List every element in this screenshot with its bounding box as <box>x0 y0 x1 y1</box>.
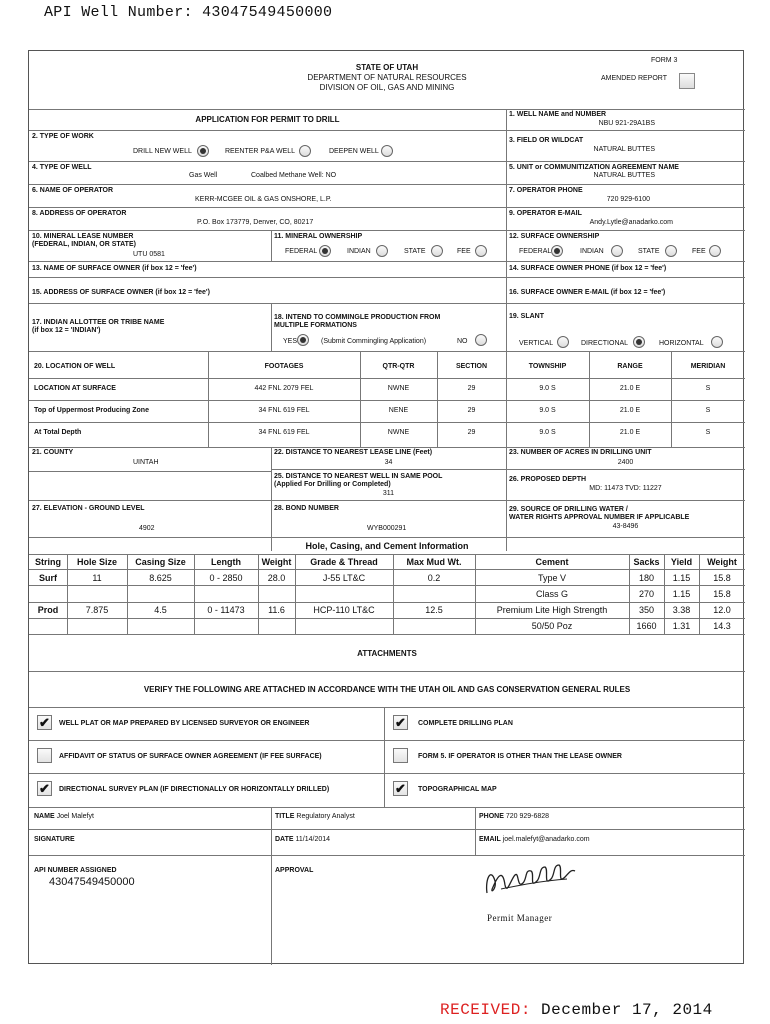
casing-cell: 15.8 <box>713 589 731 599</box>
casing-cell: 1660 <box>636 621 657 631</box>
field-value: NATURAL BUTTES <box>593 146 655 153</box>
slant-directional-label: DIRECTIONAL <box>581 340 629 347</box>
casing-cell: 8.625 <box>149 573 172 583</box>
slant-label: 19. SLANT <box>509 313 545 320</box>
casing-cell: 3.38 <box>672 605 691 615</box>
attachment-checkbox[interactable]: ✔ <box>37 781 52 796</box>
casing-cell: 12.5 <box>425 605 443 615</box>
proposed-depth-value: MD: 11473 TVD: 11227 <box>589 485 662 492</box>
attachment-label: COMPLETE DRILLING PLAN <box>418 720 513 727</box>
loc-header-qtr: QTR-QTR <box>382 363 415 370</box>
operator-address-label: 8. ADDRESS OF OPERATOR <box>32 210 127 217</box>
casing-cell: 350 <box>638 605 655 615</box>
casing-cell: 0.2 <box>427 573 441 583</box>
casing-header-cement: Cement <box>535 557 569 567</box>
loc-row-label: LOCATION AT SURFACE <box>34 385 116 392</box>
commingle-no-radio[interactable] <box>475 334 487 346</box>
reenter-label: REENTER P&A WELL <box>225 148 296 155</box>
surface-owner-address-label: 15. ADDRESS OF SURFACE OWNER (if box 12 = 'fee') <box>32 289 210 296</box>
casing-cell: J-55 LT&C <box>322 573 366 583</box>
allottee-label: 17. INDIAN ALLOTTEE OR TRIBE NAME <box>32 319 165 326</box>
water-source-label: 29. SOURCE OF DRILLING WATER / <box>509 506 628 513</box>
application-title: APPLICATION FOR PERMIT TO DRILL <box>195 115 340 124</box>
casing-cell: 11.6 <box>268 605 285 615</box>
slant-horizontal-label: HORIZONTAL <box>659 340 704 347</box>
deepen-radio[interactable] <box>381 145 393 157</box>
well-distance-value: 311 <box>382 490 395 497</box>
title-label: TITLE <box>275 813 295 820</box>
title-value: Regulatory Analyst <box>296 813 355 820</box>
loc-row-township: 9.0 S <box>539 407 556 414</box>
proposed-depth-label: 26. PROPOSED DEPTH <box>509 476 587 483</box>
drill-new-well-label: DRILL NEW WELL <box>133 148 192 155</box>
approval-label: APPROVAL <box>275 867 314 874</box>
loc-header-footages: FOOTAGES <box>264 363 304 370</box>
api-assigned-label: API NUMBER ASSIGNED <box>34 867 117 874</box>
casing-header-weight: Weight <box>261 557 292 567</box>
mineral-state-label: STATE <box>404 248 426 255</box>
loc-header-section: SECTION <box>455 363 488 370</box>
casing-cell: 1.15 <box>672 573 691 583</box>
slant-directional-radio[interactable] <box>633 336 645 348</box>
form-number: FORM 3 <box>651 57 678 64</box>
casing-cell: 28.0 <box>267 573 286 583</box>
attachments-title: ATTACHMENTS <box>357 649 417 658</box>
surface-indian-label: INDIAN <box>580 248 604 255</box>
attachment-label: FORM 5. IF OPERATOR IS OTHER THAN THE LEASE OWNER <box>418 753 622 760</box>
dept-title: DEPARTMENT OF NATURAL RESOURCES <box>307 73 467 82</box>
loc-row-label: At Total Depth <box>34 429 82 436</box>
coalbed-value: Coalbed Methane Well: NO <box>251 172 337 179</box>
form-3 <box>28 50 744 964</box>
casing-cell: Premium Lite High Strength <box>496 605 608 615</box>
loc-row-township: 9.0 S <box>539 429 556 436</box>
surface-fee-label: FEE <box>692 248 706 255</box>
mineral-state-radio[interactable] <box>431 245 443 257</box>
surface-fee-radio[interactable] <box>709 245 721 257</box>
loc-header-location: 20. LOCATION OF WELL <box>34 363 116 370</box>
received-label: RECEIVED: <box>440 1001 531 1019</box>
loc-row-section: 29 <box>467 429 476 436</box>
commingle-label: 18. INTEND TO COMMINGLE PRODUCTION FROM <box>274 314 441 321</box>
loc-header-meridian: MERIDIAN <box>690 363 726 370</box>
division-title: DIVISION OF OIL, GAS AND MINING <box>319 83 455 92</box>
commingle-yes-label: YES <box>283 338 298 345</box>
water-source-label-2: WATER RIGHTS APPROVAL NUMBER IF APPLICABLE <box>509 514 690 521</box>
commingle-label-2: MULTIPLE FORMATIONS <box>274 322 357 329</box>
loc-row-footages: 442 FNL 2079 FEL <box>254 385 314 392</box>
surface-owner-name-label: 13. NAME OF SURFACE OWNER (if box 12 = 'fee') <box>32 265 197 272</box>
casing-cell: 270 <box>638 589 655 599</box>
casing-cell: 0 - 11473 <box>207 605 245 615</box>
date-value: 11/14/2014 <box>295 836 331 843</box>
unit-value: NATURAL BUTTES <box>593 172 655 179</box>
received-stamp <box>440 1001 713 1019</box>
casing-cell: Type V <box>537 573 566 583</box>
surface-owner-email-label: 16. SURFACE OWNER E-MAIL (if box 12 = 'fee') <box>509 289 666 296</box>
type-of-well-value: Gas Well <box>189 172 218 179</box>
well-name-value: NBU 921-29A1BS <box>598 120 655 127</box>
loc-row-range: 21.0 E <box>619 385 641 392</box>
drill-new-well-radio[interactable] <box>197 145 209 157</box>
surface-state-radio[interactable] <box>665 245 677 257</box>
casing-cell: 180 <box>638 573 655 583</box>
loc-row-range: 21.0 E <box>619 429 641 436</box>
mineral-federal-radio[interactable] <box>319 245 331 257</box>
elevation-value: 4902 <box>139 525 155 532</box>
loc-row-meridian: S <box>705 407 711 414</box>
loc-header-range: RANGE <box>617 363 643 370</box>
county-value: UINTAH <box>133 459 159 466</box>
operator-name-value: KERR-MCGEE OIL & GAS ONSHORE, L.P. <box>195 196 332 203</box>
operator-address-value: P.O. Box 173779, Denver, CO, 80217 <box>197 219 314 226</box>
attachment-label: DIRECTIONAL SURVEY PLAN (IF DIRECTIONALLY OR HORIZONTALLY DRILLED) <box>59 786 330 793</box>
casing-cell: Prod <box>37 605 59 615</box>
acres-value: 2400 <box>617 459 634 466</box>
casing-cell: 1.31 <box>672 621 691 631</box>
operator-phone-label: 7. OPERATOR PHONE <box>509 187 583 194</box>
surface-ownership-label: 12. SURFACE OWNERSHIP <box>509 233 600 240</box>
mineral-lease-value: UTU 0581 <box>133 251 165 258</box>
well-distance-label: 25. DISTANCE TO NEAREST WELL IN SAME POOL <box>274 473 443 480</box>
well-name-label: 1. WELL NAME and NUMBER <box>509 111 607 118</box>
operator-phone-value: 720 929-6100 <box>606 196 650 203</box>
surface-state-label: STATE <box>638 248 660 255</box>
type-of-well-label: 4. TYPE OF WELL <box>32 164 92 171</box>
mineral-fee-radio[interactable] <box>475 245 487 257</box>
casing-header-casing: Casing Size <box>135 557 186 567</box>
attachments-verify: VERIFY THE FOLLOWING ARE ATTACHED IN ACCORDANCE WITH THE UTAH OIL AND GAS CONSERVATION GENERAL RULES <box>143 685 631 694</box>
permit-manager-label: Permit Manager <box>487 913 553 923</box>
lease-distance-label: 22. DISTANCE TO NEAREST LEASE LINE (Feet) <box>274 449 433 456</box>
casing-cell: 7.875 <box>85 605 109 615</box>
unit-label: 5. UNIT or COMMUNITIZATION AGREEMENT NAME <box>509 164 679 171</box>
casing-header-cement-weight: Weight <box>707 557 737 567</box>
county-label: 21. COUNTY <box>32 449 74 456</box>
mineral-lease-label-2: (FEDERAL, INDIAN, OR STATE) <box>32 241 136 248</box>
surface-owner-phone-label: 14. SURFACE OWNER PHONE (if box 12 = 'fee') <box>509 265 667 272</box>
date-label: DATE <box>275 836 294 843</box>
casing-cell: 15.8 <box>713 573 731 583</box>
attachment-checkbox[interactable]: ✔ <box>393 715 408 730</box>
mineral-lease-label: 10. MINERAL LEASE NUMBER <box>32 233 134 240</box>
name-label: NAME <box>34 813 55 820</box>
reenter-radio[interactable] <box>299 145 311 157</box>
loc-row-qtr: NENE <box>388 407 409 414</box>
loc-header-township: TOWNSHIP <box>528 363 567 370</box>
commingle-no-label: NO <box>457 338 468 345</box>
surface-federal-radio[interactable] <box>551 245 563 257</box>
attachment-checkbox[interactable]: ✔ <box>37 715 52 730</box>
attachment-label: AFFIDAVIT OF STATUS OF SURFACE OWNER AGREEMENT (IF FEE SURFACE) <box>59 753 322 760</box>
lease-distance-value: 34 <box>384 459 393 466</box>
casing-cell: 14.3 <box>713 621 731 631</box>
field-label: 3. FIELD OR WILDCAT <box>509 137 584 144</box>
loc-row-township: 9.0 S <box>539 385 556 392</box>
casing-cell: 0 - 2850 <box>209 573 243 583</box>
surface-indian-radio[interactable] <box>611 245 623 257</box>
signature-image <box>481 859 581 903</box>
loc-row-footages: 34 FNL 619 FEL <box>258 429 310 436</box>
loc-row-section: 29 <box>467 385 476 392</box>
mineral-ownership-label: 11. MINERAL OWNERSHIP <box>274 233 363 240</box>
bond-value: WYB000291 <box>367 525 407 532</box>
state-title: STATE OF UTAH <box>355 63 419 72</box>
commingle-submit-note: (Submit Commingling Application) <box>321 338 427 345</box>
api-well-number-header: API Well Number: 43047549450000 <box>44 4 333 21</box>
casing-header-grade: Grade & Thread <box>310 557 378 567</box>
well-distance-label-2: (Applied For Drilling or Completed) <box>274 481 391 488</box>
casing-cell: 1.15 <box>672 589 691 599</box>
casing-cell: 50/50 Poz <box>531 621 573 631</box>
casing-cell: Class G <box>535 589 568 599</box>
casing-cell: Surf <box>39 573 57 583</box>
attachment-checkbox[interactable]: ✔ <box>393 781 408 796</box>
mineral-indian-radio[interactable] <box>376 245 388 257</box>
mineral-indian-label: INDIAN <box>347 248 371 255</box>
signature-label: SIGNATURE <box>34 836 75 843</box>
loc-row-footages: 34 FNL 619 FEL <box>258 407 310 414</box>
attachment-label: WELL PLAT OR MAP PREPARED BY LICENSED SURVEYOR OR ENGINEER <box>59 720 310 727</box>
slant-vertical-radio[interactable] <box>557 336 569 348</box>
email-value: joel.malefyt@anadarko.com <box>502 836 590 843</box>
received-date: December 17, 2014 <box>541 1001 713 1019</box>
type-of-work-label: 2. TYPE OF WORK <box>32 133 94 140</box>
mineral-fee-label: FEE <box>457 248 471 255</box>
loc-row-qtr: NWNE <box>387 429 410 436</box>
allottee-label-2: (if box 12 = 'INDIAN') <box>32 327 101 334</box>
bond-label: 28. BOND NUMBER <box>274 505 339 512</box>
amended-report-checkbox[interactable] <box>679 73 695 89</box>
name-value: Joel Malefyt <box>56 813 94 820</box>
casing-header-length: Length <box>211 557 241 567</box>
attachment-checkbox[interactable] <box>393 748 408 763</box>
mineral-federal-label: FEDERAL <box>285 248 318 255</box>
surface-federal-label: FEDERAL <box>519 248 552 255</box>
casing-cell: 12.0 <box>713 605 731 615</box>
loc-row-meridian: S <box>705 429 711 436</box>
operator-email-label: 9. OPERATOR E-MAIL <box>509 210 582 217</box>
acres-label: 23. NUMBER OF ACRES IN DRILLING UNIT <box>509 449 652 456</box>
elevation-label: 27. ELEVATION - GROUND LEVEL <box>32 505 145 512</box>
attachment-checkbox[interactable] <box>37 748 52 763</box>
slant-horizontal-radio[interactable] <box>711 336 723 348</box>
slant-vertical-label: VERTICAL <box>519 340 554 347</box>
deepen-label: DEEPEN WELL <box>329 148 379 155</box>
loc-row-range: 21.0 E <box>619 407 641 414</box>
casing-cell: HCP-110 LT&C <box>313 605 375 615</box>
operator-email-value: Andy.Lytle@anadarko.com <box>589 219 673 226</box>
operator-name-label: 6. NAME OF OPERATOR <box>32 187 114 194</box>
casing-header-hole: Hole Size <box>76 557 117 567</box>
loc-row-qtr: NWNE <box>387 385 410 392</box>
api-assigned-value: 43047549450000 <box>49 876 135 888</box>
casing-header-mud: Max Mud Wt. <box>406 557 462 567</box>
loc-row-section: 29 <box>467 407 476 414</box>
phone-label: PHONE <box>479 813 504 820</box>
casing-header-string: String <box>35 557 61 567</box>
casing-cell: 4.5 <box>154 605 167 615</box>
casing-title: Hole, Casing, and Cement Information <box>305 541 469 551</box>
amended-report-label: AMENDED REPORT <box>601 75 667 82</box>
phone-value: 720 929-6828 <box>505 813 550 820</box>
loc-row-label: Top of Uppermost Producing Zone <box>34 407 149 414</box>
casing-header-yield: Yield <box>670 557 693 567</box>
casing-cell: 11 <box>92 573 102 583</box>
commingle-yes-radio[interactable] <box>297 334 309 346</box>
email-label: EMAIL <box>479 836 501 843</box>
loc-row-meridian: S <box>705 385 711 392</box>
attachment-label: TOPOGRAPHICAL MAP <box>418 786 497 793</box>
casing-header-sacks: Sacks <box>633 557 660 567</box>
water-source-value: 43-8496 <box>612 523 639 530</box>
